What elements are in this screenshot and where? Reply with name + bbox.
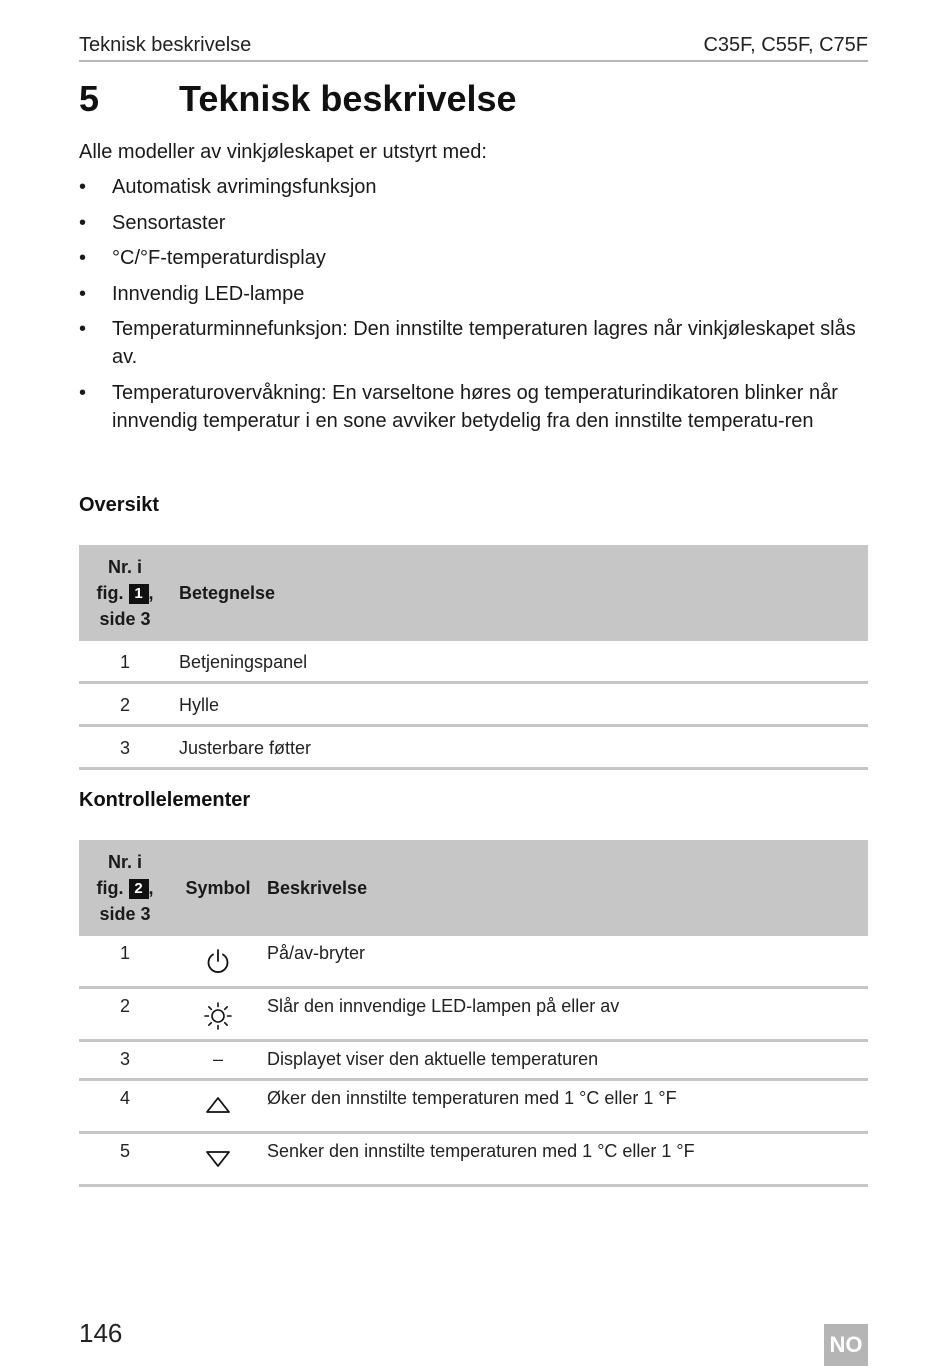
- bullet-icon: •: [79, 318, 87, 340]
- list-item: [79, 173, 868, 201]
- cell-nr: 3: [79, 726, 171, 769]
- table-row: [79, 641, 868, 683]
- cell-nr: 4: [79, 1080, 171, 1133]
- list-item: [79, 315, 868, 371]
- table-row: [79, 1041, 868, 1080]
- controls-table: [79, 840, 868, 1187]
- cell-designation: Hylle: [171, 683, 868, 726]
- header-nr-comma: ,: [148, 583, 154, 603]
- page-number: 146: [79, 1318, 123, 1348]
- bullet-icon: •: [79, 282, 87, 305]
- cell-description: Displayet viser den aktuelle temperaturen: [265, 1041, 868, 1080]
- bullet-icon: •: [79, 247, 87, 269]
- cell-nr: 1: [79, 641, 171, 683]
- cell-description: Senker den innstilte temperaturen med 1 °C eller 1 °F: [265, 1133, 868, 1186]
- feature-list: [79, 173, 868, 442]
- table-header-row: [79, 545, 868, 641]
- cell-designation: Justerbare føtter: [171, 726, 868, 769]
- table-row: [79, 726, 868, 769]
- cell-symbol: [171, 1080, 265, 1133]
- bullet-icon: •: [79, 176, 87, 198]
- overview-heading: Oversikt: [79, 494, 160, 516]
- running-header-section: Teknisk beskrivelse: [79, 34, 252, 56]
- cell-symbol: [171, 988, 265, 1041]
- cell-symbol: [171, 1133, 265, 1186]
- chapter-number: 5: [79, 78, 100, 119]
- cell-nr: 3: [79, 1041, 171, 1080]
- table-row: [79, 683, 868, 726]
- header-nr-line1: Nr. i: [107, 852, 142, 872]
- list-item-text: Innvendig LED-lampe: [112, 282, 305, 305]
- language-tab: NO: [824, 1324, 868, 1366]
- cell-nr: 5: [79, 1133, 171, 1186]
- cell-description: Slår den innvendige LED-lampen på eller av: [265, 988, 868, 1041]
- running-header: [79, 32, 868, 62]
- cell-symbol: [171, 936, 265, 988]
- table-row: [79, 1133, 868, 1186]
- bullet-icon: •: [79, 381, 87, 404]
- list-item: [79, 209, 868, 237]
- column-header-nr: [79, 840, 171, 936]
- header-nr-line1: Nr. i: [107, 557, 142, 577]
- column-header-designation: Betegnelse: [171, 545, 868, 641]
- table-row: [79, 1080, 868, 1133]
- column-header-symbol: Symbol: [171, 840, 265, 936]
- table-row: [79, 988, 868, 1041]
- header-nr-comma: ,: [148, 878, 154, 898]
- figure-badge: 1: [129, 584, 149, 604]
- list-item: [79, 280, 868, 308]
- cell-nr: 2: [79, 988, 171, 1041]
- controls-heading: Kontrollelementer: [79, 789, 251, 811]
- cell-description: På/av-bryter: [265, 936, 868, 988]
- chapter-title: Teknisk beskrivelse: [179, 78, 517, 119]
- bullet-icon: •: [79, 211, 87, 234]
- intro-paragraph: Alle modeller av vinkjøleskapet er utstyrt med:: [79, 141, 487, 163]
- power-icon: [205, 948, 231, 976]
- list-item-text: Temperaturovervåkning: En varseltone høres og temperaturindikatoren blinker når innvendig temperatur i en sone avviker betydelig fra den innstilte temperatu-ren: [112, 381, 838, 432]
- table-header-row: [79, 840, 868, 936]
- triangle-down-icon: [204, 1146, 232, 1170]
- cell-nr: 1: [79, 936, 171, 988]
- list-item-text: Automatisk avrimingsfunksjon: [112, 176, 377, 198]
- header-nr-page: side 3: [99, 904, 151, 924]
- cell-designation: Betjeningspanel: [171, 641, 868, 683]
- sun-icon: [203, 1001, 233, 1031]
- list-item: [79, 379, 868, 435]
- cell-description: Øker den innstilte temperaturen med 1 °C eller 1 °F: [265, 1080, 868, 1133]
- list-item-text: °C/°F-temperaturdisplay: [112, 247, 326, 269]
- cell-nr: 2: [79, 683, 171, 726]
- column-header-description: Beskrivelse: [265, 840, 868, 936]
- overview-table: [79, 545, 868, 770]
- figure-badge: 2: [129, 879, 149, 899]
- header-nr-fig: fig.: [96, 583, 124, 603]
- header-nr-page: side 3: [99, 609, 151, 629]
- triangle-up-icon: [204, 1093, 232, 1117]
- list-item: [79, 244, 868, 272]
- running-header-models: C35F, C55F, C75F: [703, 34, 868, 56]
- header-nr-fig: fig.: [96, 878, 124, 898]
- list-item-text: Temperaturminnefunksjon: Den innstilte temperaturen lagres når vinkjøleskapet slås av.: [112, 318, 856, 368]
- column-header-nr: [79, 545, 171, 641]
- cell-symbol: –: [171, 1041, 265, 1080]
- table-row: [79, 936, 868, 988]
- chapter-heading: [79, 76, 868, 124]
- list-item-text: Sensortaster: [112, 211, 226, 234]
